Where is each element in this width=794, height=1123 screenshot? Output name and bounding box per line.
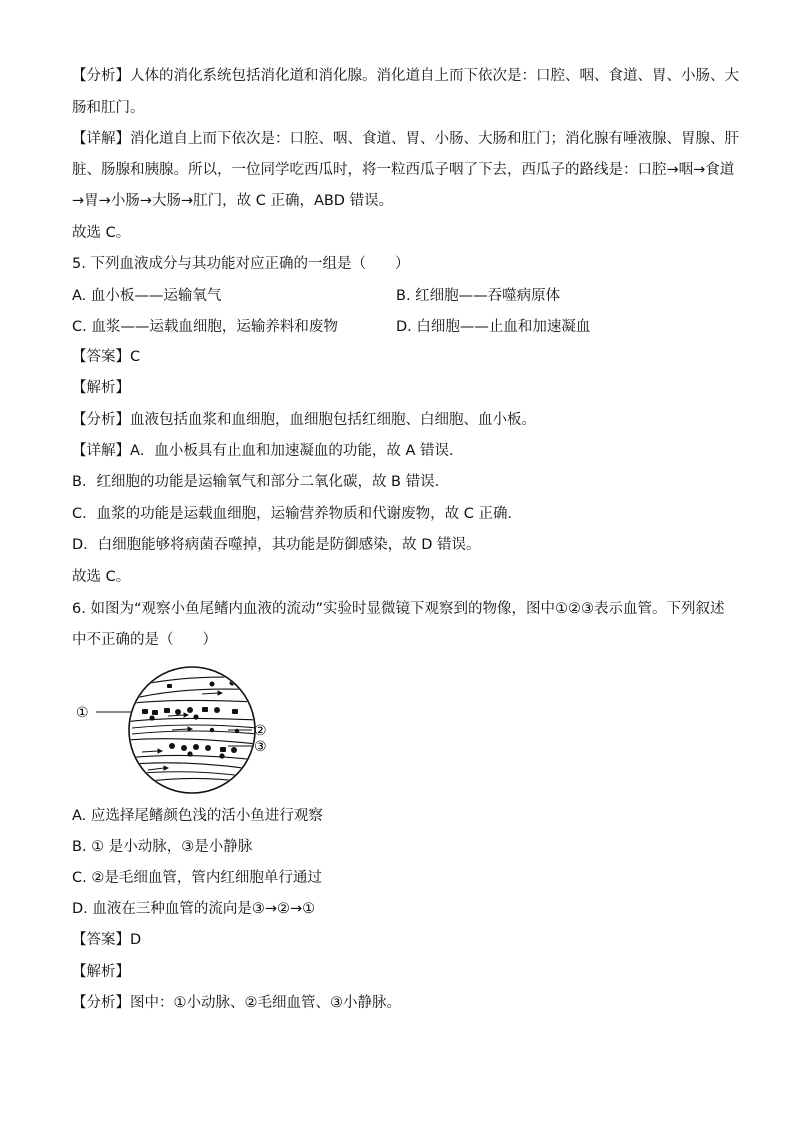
question-5-option-b: B. 红细胞——吞噬病原体 — [396, 288, 561, 304]
analysis-line-1: 【分析】人体的消化系统包括消化道和消化腺。消化道自上而下依次是：口腔、咽、食道、胃、小肠、大 — [72, 68, 739, 84]
question-5-detail-a: 【详解】A．血小板具有止血和加速凝血的功能，故 A 错误． — [72, 443, 464, 459]
detail-line-1: 【详解】消化道自上而下依次是：口腔、咽、食道、胃、小肠、大肠和肛门；消化腺有唾液腺、胃腺、肝 — [72, 131, 739, 147]
question-5-option-a: A. 血小板——运输氧气 — [72, 288, 222, 304]
question-5-option-c: C. 血浆——运载血细胞，运输养料和废物 — [72, 319, 338, 335]
question-6-option-a: A. 应选择尾鳍颜色浅的活小鱼进行观察 — [72, 808, 323, 824]
figure-label-2: ② — [254, 723, 267, 739]
question-5-stem: 5. 下列血液成分与其功能对应正确的一组是（ ） — [72, 256, 410, 272]
detail-line-2: 脏、肠腺和胰腺。所以，一位同学吃西瓜时，将一粒西瓜子咽了下去，西瓜子的路线是：口腔→咽→食道 — [72, 162, 735, 178]
question-5-option-d: D. 白细胞——止血和加速凝血 — [396, 319, 591, 335]
figure-label-3: ③ — [254, 739, 267, 755]
question-6-stem-line-2: 中不正确的是（ ） — [72, 632, 217, 648]
question-6-analysis: 【分析】图中：①小动脉、②毛细血管、③小静脉。 — [72, 995, 401, 1011]
conclusion-line: 故选 C。 — [72, 225, 131, 241]
question-6-option-b: B. ① 是小动脉，③是小静脉 — [72, 839, 253, 855]
question-6-option-c: C. ②是毛细血管，管内红细胞单行通过 — [72, 870, 322, 886]
question-5-answer: 【答案】C — [72, 349, 141, 365]
question-5-detail-b: B．红细胞的功能是运输氧气和部分二氧化碳，故 B 错误． — [72, 474, 450, 490]
detail-line-3: →胃→小肠→大肠→肛门，故 C 正确，ABD 错误。 — [72, 193, 394, 209]
question-6-answer: 【答案】D — [72, 932, 142, 948]
question-5-detail-c: C．血浆的功能是运载血细胞，运输营养物质和代谢废物，故 C 正确． — [72, 506, 522, 522]
question-5-analysis: 【分析】血液包括血浆和血细胞，血细胞包括红细胞、白细胞、血小板。 — [72, 412, 536, 428]
analysis-line-2: 肠和肛门。 — [72, 100, 145, 116]
question-5-jiexi: 【解析】 — [72, 380, 130, 396]
question-5-detail-d: D．白细胞能够将病菌吞噬掉，其功能是防御感染，故 D 错误。 — [72, 537, 481, 553]
microscope-field-figure — [72, 664, 282, 796]
figure-label-1: ① — [76, 705, 89, 721]
question-5-conclusion: 故选 C。 — [72, 569, 131, 585]
question-6-option-d: D. 血液在三种血管的流向是③→②→① — [72, 901, 316, 917]
question-6-jiexi: 【解析】 — [72, 964, 130, 980]
question-6-stem-line-1: 6. 如图为“观察小鱼尾鳍内血液的流动”实验时显微镜下观察到的物像，图中①②③表示血管。下列叙述 — [72, 601, 725, 617]
